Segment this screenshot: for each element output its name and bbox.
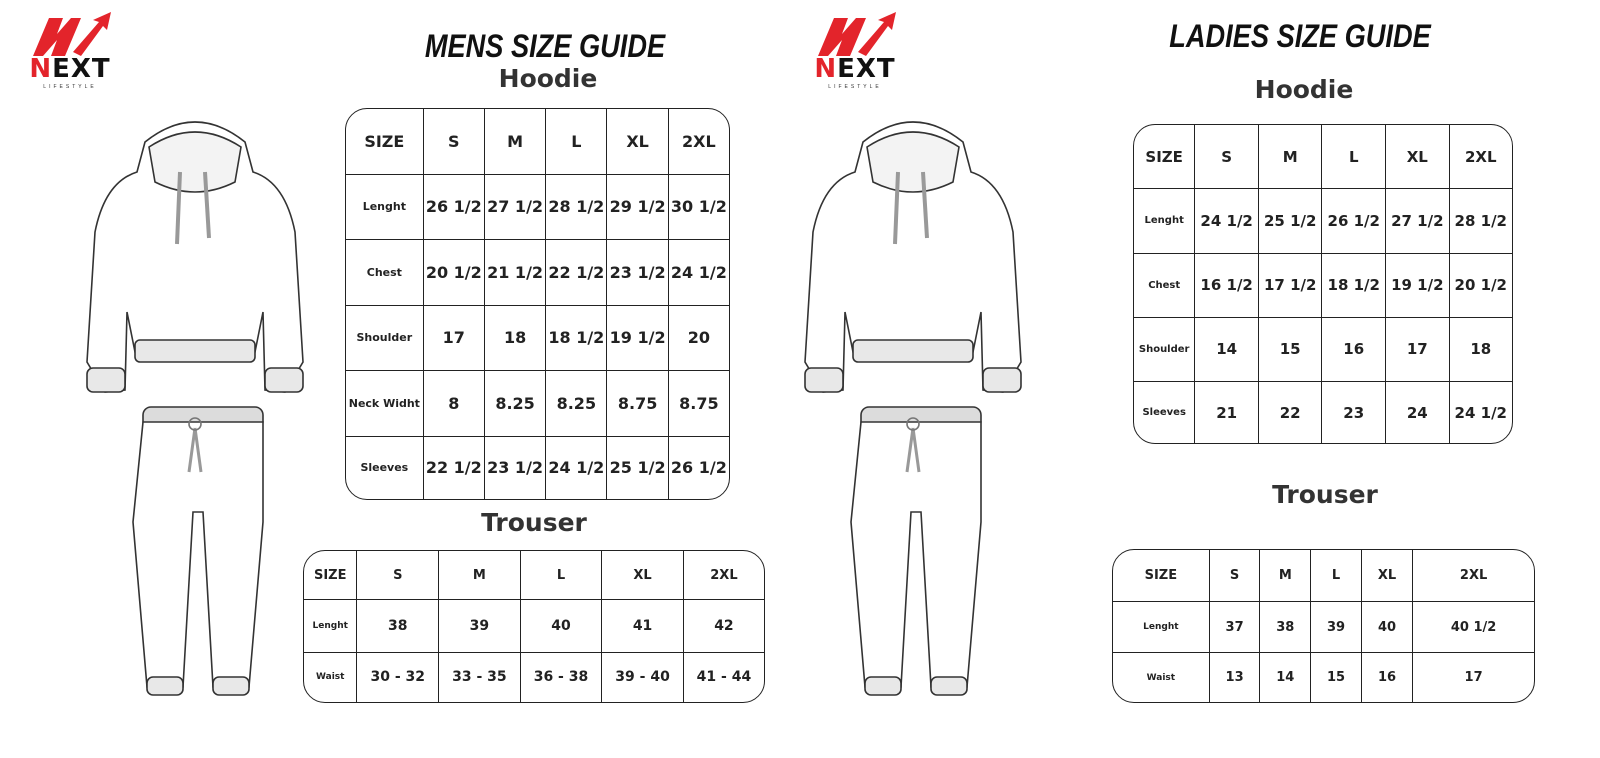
- ladies-hoodie-title: Hoodie: [1254, 75, 1354, 104]
- measurement-value: 13: [1210, 653, 1261, 702]
- ladies-guide-title: LADIES SIZE GUIDE: [1169, 18, 1431, 54]
- table-row: [1134, 318, 1512, 382]
- measurement-value: 42: [684, 600, 764, 652]
- table-row: [346, 175, 729, 241]
- measurement-value: 18: [1450, 318, 1512, 382]
- size-column-header: 2XL: [1413, 550, 1534, 602]
- measurement-value: 22 1/2: [424, 437, 485, 499]
- size-column-header: 2XL: [684, 551, 764, 600]
- size-column-header: M: [439, 551, 521, 600]
- size-column-header: S: [357, 551, 439, 600]
- logo-n: N: [29, 54, 53, 84]
- measurement-value: 24 1/2: [1195, 189, 1259, 253]
- trouser-icon: [133, 407, 263, 695]
- size-column-header: XL: [1362, 550, 1413, 602]
- logo-ext: EXT: [52, 54, 111, 84]
- measurement-value: 20 1/2: [1450, 254, 1512, 318]
- size-header-cell: SIZE: [1113, 550, 1210, 602]
- measurement-value: 39: [439, 600, 521, 652]
- hoodie-icon: [805, 122, 1021, 392]
- measurement-value: 33 - 35: [439, 653, 521, 702]
- measurement-value: 21 1/2: [485, 240, 546, 306]
- measurement-value: 26 1/2: [1322, 189, 1386, 253]
- measurement-value: 23 1/2: [607, 240, 668, 306]
- size-column-header: L: [546, 109, 607, 175]
- table-row: [346, 240, 729, 306]
- logo-n: N: [814, 54, 838, 84]
- ladies-trouser-title: Trouser: [1272, 480, 1378, 509]
- size-column-header: L: [1322, 125, 1386, 189]
- measurement-value: 27 1/2: [1386, 189, 1450, 253]
- measurement-label: Waist: [304, 653, 357, 702]
- mens-trouser-title: Trouser: [481, 508, 587, 537]
- measurement-value: 39: [1311, 602, 1362, 654]
- mens-guide-title: MENS SIZE GUIDE: [424, 28, 666, 64]
- next-lifestyle-logo-icon: [800, 8, 910, 58]
- table-header-row: [1113, 550, 1534, 602]
- measurement-value: 8: [424, 371, 485, 437]
- measurement-value: 19 1/2: [607, 306, 668, 372]
- measurement-value: 17: [424, 306, 485, 372]
- size-header-cell: SIZE: [1134, 125, 1195, 189]
- measurement-value: 26 1/2: [424, 175, 485, 241]
- table-row: [1134, 382, 1512, 443]
- size-header-cell: SIZE: [304, 551, 357, 600]
- measurement-label: Chest: [346, 240, 424, 306]
- measurement-value: 39 - 40: [602, 653, 684, 702]
- size-column-header: L: [1311, 550, 1362, 602]
- measurement-value: 8.75: [669, 371, 729, 437]
- measurement-value: 14: [1260, 653, 1311, 702]
- measurement-value: 24 1/2: [669, 240, 729, 306]
- logo-tagline: LIFESTYLE: [43, 84, 97, 90]
- measurement-value: 41 - 44: [696, 669, 752, 686]
- measurement-label: Waist: [1113, 653, 1210, 702]
- measurement-value: 38: [1260, 602, 1311, 654]
- size-column-header: XL: [1386, 125, 1450, 189]
- measurement-value: 23: [1322, 382, 1386, 443]
- mens-hoodie-title: Hoodie: [498, 64, 598, 93]
- size-column-header: XL: [607, 109, 668, 175]
- table-row: [1134, 189, 1512, 253]
- measurement-value: 8.25: [546, 371, 607, 437]
- logo-ext: EXT: [837, 54, 896, 84]
- table-row: [1134, 254, 1512, 318]
- measurement-label: Lenght: [1134, 189, 1195, 253]
- table-row: [346, 437, 729, 499]
- measurement-value: 16 1/2: [1195, 254, 1259, 318]
- measurement-value: 17: [1386, 318, 1450, 382]
- measurement-value: 15: [1259, 318, 1323, 382]
- measurement-value: 37: [1210, 602, 1261, 654]
- mens-trouser-size-table: [303, 550, 765, 703]
- measurement-value: 15: [1311, 653, 1362, 702]
- ladies-garment-illustrations: [803, 112, 1023, 712]
- table-row: [304, 600, 764, 652]
- measurement-value: 28 1/2: [1450, 189, 1512, 253]
- hoodie-icon: [87, 122, 303, 392]
- measurement-value: 8.25: [485, 371, 546, 437]
- size-column-header: S: [424, 109, 485, 175]
- measurement-value: 28 1/2: [546, 175, 607, 241]
- measurement-value: 18 1/2: [546, 306, 607, 372]
- table-row: [346, 306, 729, 372]
- size-column-header: 2XL: [1450, 125, 1512, 189]
- table-header-row: [346, 109, 729, 175]
- measurement-value: 18 1/2: [1322, 254, 1386, 318]
- size-column-header: XL: [602, 551, 684, 600]
- size-column-header: M: [485, 109, 546, 175]
- size-column-header: M: [1259, 125, 1323, 189]
- next-lifestyle-logo-icon: [15, 8, 125, 58]
- measurement-label: Lenght: [1113, 602, 1210, 654]
- measurement-value: 21: [1195, 382, 1259, 443]
- measurement-value: 25 1/2: [1259, 189, 1323, 253]
- measurement-value: 16: [1322, 318, 1386, 382]
- measurement-value: 40: [521, 600, 603, 652]
- measurement-label: Shoulder: [1134, 318, 1195, 382]
- measurement-value: 19 1/2: [1386, 254, 1450, 318]
- measurement-label: Chest: [1134, 254, 1195, 318]
- measurement-value: 24 1/2: [1454, 403, 1507, 422]
- table-row: [304, 653, 764, 702]
- measurement-value: 26 1/2: [670, 458, 727, 478]
- table-row: [1113, 653, 1534, 702]
- measurement-value: 40: [1362, 602, 1413, 654]
- measurement-value: 8.75: [607, 371, 668, 437]
- size-column-header: M: [1260, 550, 1311, 602]
- measurement-value: 41: [602, 600, 684, 652]
- measurement-value: 22: [1259, 382, 1323, 443]
- measurement-value: 25 1/2: [607, 437, 668, 499]
- brand-logo-ladies: [800, 8, 920, 88]
- measurement-label: Lenght: [304, 600, 357, 652]
- measurement-value: 24: [1386, 382, 1450, 443]
- size-column-header: S: [1195, 125, 1259, 189]
- measurement-label: Shoulder: [346, 306, 424, 372]
- measurement-value: 30 1/2: [669, 175, 729, 241]
- table-header-row: [304, 551, 764, 600]
- size-header-cell: SIZE: [346, 109, 424, 175]
- measurement-value: 20 1/2: [424, 240, 485, 306]
- measurement-value: 18: [485, 306, 546, 372]
- measurement-value: 36 - 38: [521, 653, 603, 702]
- measurement-value: 14: [1195, 318, 1259, 382]
- brand-logo-mens: [15, 8, 135, 88]
- table-row: [346, 371, 729, 437]
- measurement-value: 27 1/2: [485, 175, 546, 241]
- measurement-value: 22 1/2: [546, 240, 607, 306]
- size-column-header: S: [1210, 550, 1261, 602]
- trouser-icon: [851, 407, 981, 695]
- measurement-value: 23 1/2: [485, 437, 546, 499]
- measurement-value: 29 1/2: [607, 175, 668, 241]
- measurement-label: Sleeves: [346, 437, 424, 499]
- measurement-value: 38: [357, 600, 439, 652]
- measurement-value: 40 1/2: [1413, 602, 1534, 654]
- table-row: [1113, 602, 1534, 654]
- measurement-label: Sleeves: [1134, 382, 1195, 443]
- measurement-value: 20: [669, 306, 729, 372]
- measurement-value: 16: [1362, 653, 1413, 702]
- ladies-hoodie-size-table: [1133, 124, 1513, 444]
- measurement-label: Lenght: [346, 175, 424, 241]
- table-header-row: [1134, 125, 1512, 189]
- measurement-value: 17: [1464, 670, 1483, 686]
- measurement-value: 17 1/2: [1259, 254, 1323, 318]
- logo-tagline: LIFESTYLE: [828, 84, 882, 90]
- size-column-header: L: [521, 551, 603, 600]
- measurement-value: 24 1/2: [546, 437, 607, 499]
- measurement-value: 30 - 32: [357, 653, 439, 702]
- mens-hoodie-size-table: [345, 108, 730, 500]
- ladies-trouser-size-table: [1112, 549, 1535, 703]
- mens-garment-illustrations: [85, 112, 305, 712]
- measurement-label: Neck Widht: [346, 371, 424, 437]
- size-column-header: 2XL: [669, 109, 729, 175]
